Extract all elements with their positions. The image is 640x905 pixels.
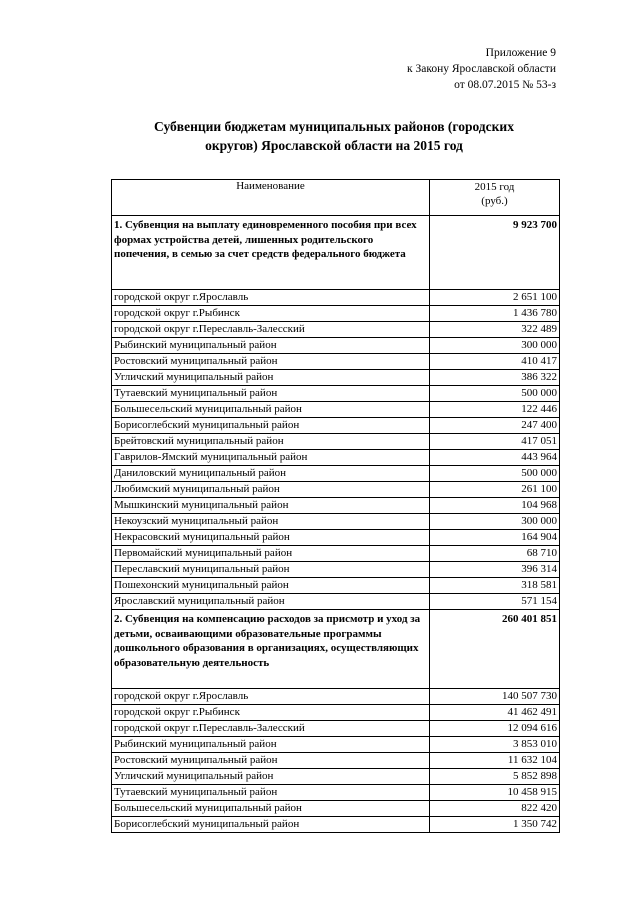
table-row [112,338,560,354]
subvention-amount: 12 094 616 [430,721,560,737]
table-row [112,514,560,530]
section-row [112,216,560,290]
subvention-amount: 5 852 898 [430,769,560,785]
subvention-amount: 104 968 [430,498,560,514]
municipality-name: Даниловский муниципальный район [112,466,430,482]
municipality-name: городской округ г.Рыбинск [112,705,430,721]
municipality-name: Брейтовский муниципальный район [112,434,430,450]
subvention-amount: 41 462 491 [430,705,560,721]
document-title [110,117,558,155]
municipality-name: Любимский муниципальный район [112,482,430,498]
table-row [112,386,560,402]
table-row [112,450,560,466]
section-title: 2. Субвенция на компенсацию расходов за присмотр и уход за детьми, осваивающими образовательные программы дошкольного образования в организациях, осуществляющих образовательную деятельность [112,610,430,689]
table-body [112,216,560,833]
municipality-name: Ярославский муниципальный район [112,594,430,610]
subvention-amount: 68 710 [430,546,560,562]
table-row [112,498,560,514]
table-row [112,705,560,721]
subvention-amount: 500 000 [430,386,560,402]
table-row [112,753,560,769]
table-row [112,562,560,578]
subvention-amount: 443 964 [430,450,560,466]
law-date: от 08.07.2015 № 53-з [454,79,556,91]
column-header-unit: (руб.) [481,195,508,207]
law-reference: к Закону Ярославской области [407,63,556,75]
subvention-amount: 261 100 [430,482,560,498]
table-row [112,594,560,610]
table-row [112,466,560,482]
municipality-name: Тутаевский муниципальный район [112,386,430,402]
subvention-amount: 164 904 [430,530,560,546]
municipality-name: городской округ г.Рыбинск [112,306,430,322]
subvention-amount: 571 154 [430,594,560,610]
municipality-name: Угличский муниципальный район [112,370,430,386]
table-row [112,370,560,386]
section-total: 260 401 851 [430,610,560,689]
subvention-amount: 10 458 915 [430,785,560,801]
subvention-amount: 11 632 104 [430,753,560,769]
appendix-header [407,45,556,93]
subvention-amount: 318 581 [430,578,560,594]
table-row [112,737,560,753]
table-row [112,546,560,562]
table-row [112,322,560,338]
table-row [112,530,560,546]
table-row [112,306,560,322]
column-header-name: Наименование [112,180,430,216]
municipality-name: городской округ г.Ярославль [112,290,430,306]
subvention-amount: 2 651 100 [430,290,560,306]
municipality-name: Пошехонский муниципальный район [112,578,430,594]
table-row [112,402,560,418]
table-row [112,801,560,817]
section-title: 1. Субвенция на выплату единовременного пособия при всех формах устройства детей, лишенных родительского попечения, в семью за счет средств федерального бюджета [112,216,430,290]
municipality-name: Рыбинский муниципальный район [112,338,430,354]
title-line-1: Субвенции бюджетам муниципальных районов (городских [154,119,514,134]
subvention-amount: 322 489 [430,322,560,338]
municipality-name: Первомайский муниципальный район [112,546,430,562]
table-row [112,817,560,833]
section-total: 9 923 700 [430,216,560,290]
table-row [112,290,560,306]
municipality-name: Большесельский муниципальный район [112,402,430,418]
municipality-name: Борисоглебский муниципальный район [112,418,430,434]
subvention-amount: 396 314 [430,562,560,578]
municipality-name: Некрасовский муниципальный район [112,530,430,546]
subvention-amount: 410 417 [430,354,560,370]
table-row [112,578,560,594]
table-row [112,785,560,801]
subvention-amount: 300 000 [430,338,560,354]
municipality-name: Борисоглебский муниципальный район [112,817,430,833]
municipality-name: Мышкинский муниципальный район [112,498,430,514]
column-header-year-label: 2015 год [474,181,515,193]
municipality-name: Переславский муниципальный район [112,562,430,578]
subvention-amount: 1 350 742 [430,817,560,833]
municipality-name: Некоузский муниципальный район [112,514,430,530]
subvention-amount: 386 322 [430,370,560,386]
municipality-name: Ростовский муниципальный район [112,354,430,370]
subvention-amount: 500 000 [430,466,560,482]
municipality-name: Рыбинский муниципальный район [112,737,430,753]
table-row [112,434,560,450]
municipality-name: городской округ г.Переславль-Залесский [112,322,430,338]
subvention-amount: 822 420 [430,801,560,817]
column-header-year [430,180,560,216]
municipality-name: городской округ г.Переславль-Залесский [112,721,430,737]
subvention-amount: 3 853 010 [430,737,560,753]
subvention-amount: 300 000 [430,514,560,530]
subvention-amount: 1 436 780 [430,306,560,322]
table-row [112,482,560,498]
table-row [112,689,560,705]
municipality-name: Угличский муниципальный район [112,769,430,785]
title-line-2: округов) Ярославской области на 2015 год [205,138,463,153]
table-header-row [112,180,560,216]
municipality-name: городской округ г.Ярославль [112,689,430,705]
section-row [112,610,560,689]
municipality-name: Ростовский муниципальный район [112,753,430,769]
municipality-name: Большесельский муниципальный район [112,801,430,817]
subvention-amount: 122 446 [430,402,560,418]
appendix-number: Приложение 9 [485,47,556,59]
municipality-name: Гаврилов-Ямский муниципальный район [112,450,430,466]
table-row [112,354,560,370]
table-row [112,418,560,434]
table-row [112,769,560,785]
subventions-table [111,179,560,833]
subvention-amount: 140 507 730 [430,689,560,705]
subvention-amount: 417 051 [430,434,560,450]
table-row [112,721,560,737]
municipality-name: Тутаевский муниципальный район [112,785,430,801]
subvention-amount: 247 400 [430,418,560,434]
